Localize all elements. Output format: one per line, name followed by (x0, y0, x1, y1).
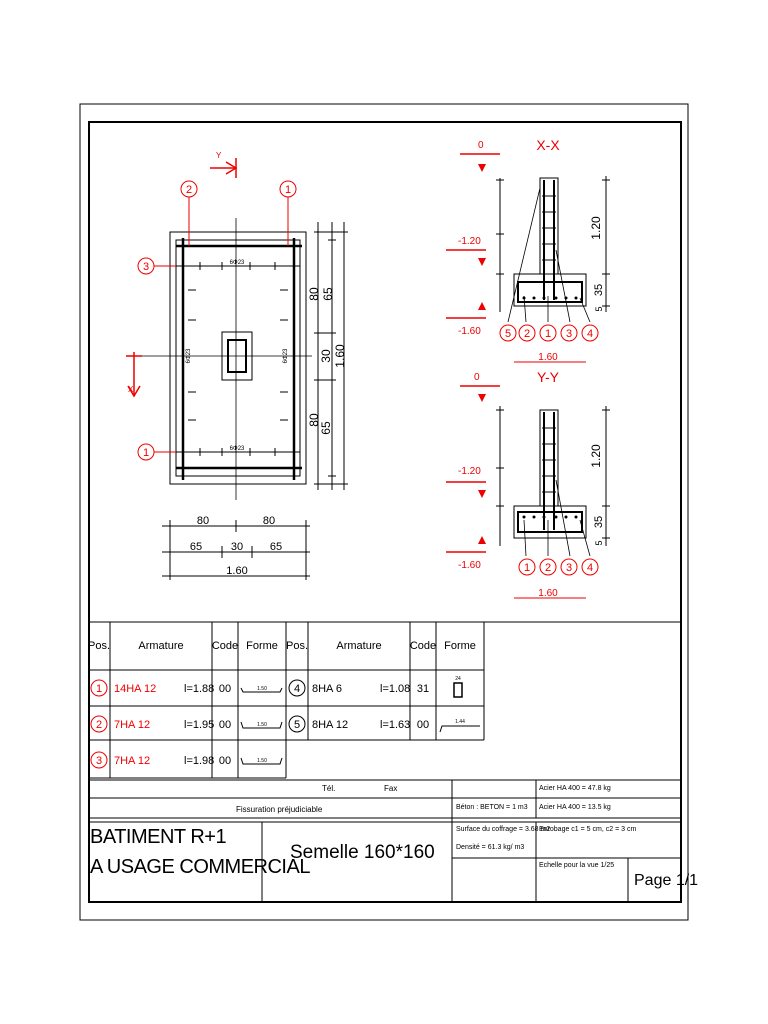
plan-view (126, 151, 348, 580)
enrobage-info: Enrobage c1 = 5 cm, c2 = 3 cm (539, 826, 637, 833)
plan-dim-r4: 65 (319, 421, 333, 435)
yy-dim-35: 35 (593, 515, 605, 529)
svg-text:31: 31 (416, 683, 430, 695)
fax-label: Fax (384, 784, 398, 793)
svg-text:4: 4 (586, 328, 594, 340)
acier-info-1: Acier HA 400 = 47.8 kg (539, 785, 611, 792)
xx-dim-height: 1.20 (589, 216, 603, 240)
section-xx-title: X-X (536, 137, 560, 153)
page-number: Page 1/1 (634, 872, 699, 889)
yy-level-2: -1.60 (458, 560, 481, 571)
plan-dim-b1: 80 (262, 515, 276, 527)
svg-text:1: 1 (284, 184, 292, 196)
svg-text:2: 2 (95, 719, 103, 731)
svg-text:Armature: Armature (336, 640, 382, 652)
bar-label-bottom: 6Φ23 (229, 446, 245, 452)
plan-dim-b4: 65 (269, 541, 283, 553)
section-xx (446, 137, 610, 363)
building-name-line1: BATIMENT R+1 (90, 826, 227, 848)
beton-info: Béton : BETON = 1 m3 (456, 804, 528, 811)
plan-dim-r0: 80 (307, 287, 321, 301)
xx-markers (500, 325, 598, 341)
svg-text:7HA 12: 7HA 12 (114, 755, 151, 767)
svg-text:Code: Code (211, 640, 239, 652)
building-name-line2: A USAGE COMMERCIAL (90, 856, 310, 878)
svg-text:14HA 12: 14HA 12 (114, 683, 157, 695)
svg-text:5: 5 (293, 719, 301, 731)
xx-level-2: -1.60 (458, 326, 481, 337)
section-yy (446, 369, 610, 599)
plan-dim-r5: 1.60 (333, 344, 347, 368)
rebar-row-2 (91, 716, 282, 732)
plan-dim-r1: 65 (321, 287, 335, 301)
svg-text:8HA 12: 8HA 12 (312, 719, 349, 731)
svg-text:l=1.08: l=1.08 (380, 683, 411, 695)
yy-level-1: -1.20 (458, 466, 481, 477)
surface-info: Surface du coffrage = 3.68 m2 (456, 826, 551, 833)
plan-marker-2 (181, 181, 197, 246)
svg-text:7HA 12: 7HA 12 (114, 719, 151, 731)
acier-info-2: Acier HA 400 = 13.5 kg (539, 804, 611, 811)
svg-text:1.44: 1.44 (455, 719, 465, 725)
fissuration-label: Fissuration préjudiciable (236, 805, 323, 814)
rebar-row-5 (289, 716, 480, 732)
svg-text:Forme: Forme (444, 640, 476, 652)
yy-dim-width: 1.60 (538, 588, 558, 599)
svg-text:Pos.: Pos. (87, 640, 111, 652)
xx-level-1: -1.20 (458, 236, 481, 247)
xx-dim-35: 35 (593, 283, 605, 297)
svg-text:00: 00 (218, 683, 232, 695)
svg-text:5: 5 (504, 328, 512, 340)
svg-text:Code: Code (409, 640, 437, 652)
axis-x-label: X (128, 385, 134, 394)
densite-info: Densité = 61.3 kg/ m3 (456, 844, 525, 851)
plan-dim-b5: 1.60 (226, 565, 248, 577)
svg-text:3: 3 (142, 261, 150, 273)
svg-text:00: 00 (218, 755, 232, 767)
svg-text:3: 3 (565, 328, 573, 340)
plan-dim-r3: 80 (307, 413, 321, 427)
rebar-row-3 (91, 752, 282, 768)
plan-marker-1-top (280, 181, 296, 246)
svg-text:00: 00 (416, 719, 430, 731)
svg-text:8HA 6: 8HA 6 (312, 683, 342, 695)
svg-text:1: 1 (544, 328, 552, 340)
bar-label-top: 6Φ23 (229, 260, 245, 266)
svg-text:l=1.98: l=1.98 (184, 755, 215, 767)
rebar-row-1 (91, 680, 282, 696)
svg-text:1: 1 (523, 562, 531, 574)
svg-text:Armature: Armature (138, 640, 184, 652)
svg-text:00: 00 (218, 719, 232, 731)
yy-level-0: 0 (474, 372, 480, 383)
svg-text:1: 1 (142, 447, 150, 459)
plan-dim-b3: 30 (230, 541, 244, 553)
svg-text:Forme: Forme (246, 640, 278, 652)
svg-text:1.50: 1.50 (257, 686, 267, 692)
yy-markers (519, 559, 598, 575)
svg-text:2: 2 (185, 184, 193, 196)
xx-level-0: 0 (478, 140, 484, 151)
svg-text:2: 2 (523, 328, 531, 340)
plan-dim-b0: 80 (196, 515, 210, 527)
tel-label: Tél. (322, 784, 336, 793)
svg-text:l=1.95: l=1.95 (184, 719, 215, 731)
drawing-title: Semelle 160*160 (290, 842, 435, 863)
svg-text:l=1.88: l=1.88 (184, 683, 215, 695)
svg-text:3: 3 (565, 562, 573, 574)
yy-dim-5: 5 (594, 540, 604, 546)
svg-text:1: 1 (95, 683, 103, 695)
xx-dim-width: 1.60 (538, 352, 558, 363)
axis-y-label: Y (216, 151, 222, 160)
bar-label-right: 6Φ23 (283, 348, 289, 364)
plan-dim-b2: 65 (189, 541, 203, 553)
svg-text:Pos.: Pos. (285, 640, 309, 652)
xx-dim-5: 5 (594, 306, 604, 312)
rebar-table-headers (88, 640, 476, 652)
bar-label-left: 6Φ23 (186, 348, 192, 364)
svg-text:l=1.63: l=1.63 (380, 719, 411, 731)
svg-text:3: 3 (95, 755, 103, 767)
svg-text:1.50: 1.50 (257, 758, 267, 764)
section-yy-title: Y-Y (536, 369, 560, 385)
svg-text:24: 24 (455, 676, 461, 682)
echelle-info: Echelle pour la vue 1/25 (539, 862, 615, 869)
svg-text:4: 4 (293, 683, 301, 695)
plan-dim-r2: 30 (319, 349, 333, 363)
svg-text:2: 2 (544, 562, 552, 574)
yy-dim-height: 1.20 (589, 444, 603, 468)
svg-text:4: 4 (586, 562, 594, 574)
svg-text:1.50: 1.50 (257, 722, 267, 728)
